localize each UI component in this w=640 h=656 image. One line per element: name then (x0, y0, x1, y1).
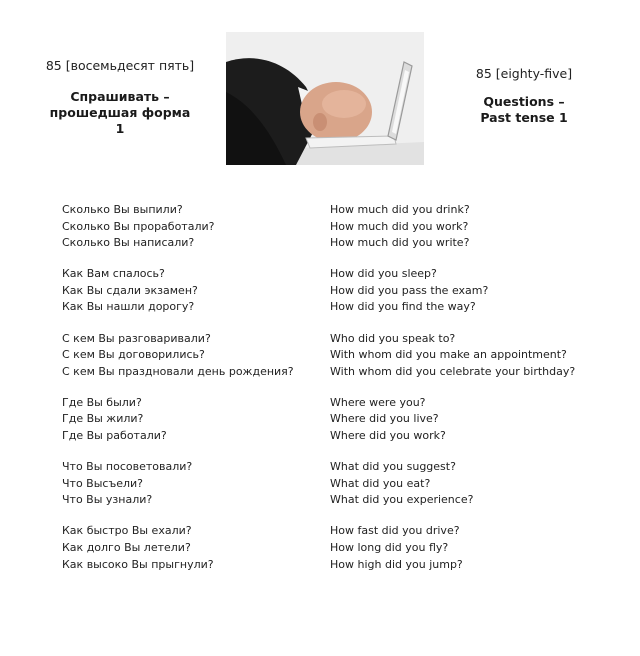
phrase-en: How fast did you drive? (330, 524, 460, 538)
lesson-title-ru (20, 89, 220, 137)
phrase-ru: Сколько Вы написали? (62, 236, 195, 250)
phrase-ru: Сколько Вы проработали? (62, 219, 215, 233)
phrase-en: What did you experience? (330, 493, 474, 507)
phrase-ru: Где Вы были? (62, 395, 142, 409)
phrase-ru: Как Вам спалось? (62, 267, 165, 281)
phrase-en: Where did you work? (330, 429, 446, 443)
english-phrases (330, 202, 630, 588)
phrase-en: How much did you work? (330, 219, 469, 233)
lesson-number-ru: 85 [восемьдесят пять] (45, 58, 195, 73)
phrase-ru: Как Вы сдали экзамен? (62, 283, 198, 297)
russian-phrases (62, 202, 322, 588)
phrase-en: How did you pass the exam? (330, 283, 489, 297)
phrase-group (62, 202, 322, 252)
phrase-ru: С кем Вы договорились? (62, 348, 205, 362)
phrase-group (330, 459, 630, 509)
phrase-ru: Что Вы посоветовали? (62, 460, 193, 474)
phrase-en: Where did you live? (330, 412, 439, 426)
phrase-en: What did you eat? (330, 476, 431, 490)
phrase-group (330, 202, 630, 252)
phrase-ru: Что Вы узнали? (62, 493, 153, 507)
phrase-group (62, 331, 322, 381)
phrase-ru: Как высоко Вы прыгнули? (62, 557, 214, 571)
phrase-ru: Где Вы работали? (62, 429, 167, 443)
phrase-group (62, 395, 322, 445)
english-header (424, 66, 624, 126)
russian-header (20, 58, 220, 137)
phrase-en: What did you suggest? (330, 460, 456, 474)
phrase-ru: Что Высъели? (62, 476, 144, 490)
phrase-ru: Как долго Вы летели? (62, 541, 191, 554)
phrase-en: How much did you write? (330, 236, 470, 250)
lesson-title-en-line1: Questions – (483, 94, 565, 109)
phrase-group (62, 523, 322, 573)
lesson-title-en-line2: Past tense 1 (480, 110, 568, 125)
phrase-en: Who did you speak to? (330, 331, 456, 345)
phrase-en: How high did you jump? (330, 557, 463, 571)
phrase-ru: Сколько Вы выпили? (62, 203, 183, 216)
lesson-title-ru-line3: 1 (115, 121, 125, 136)
phrase-group (330, 395, 630, 445)
lesson-number-en: 85 [eighty-five] (475, 66, 573, 81)
lesson-title-ru-line1: Спрашивать – (70, 89, 170, 104)
phrase-en: How long did you fly? (330, 541, 449, 554)
phrase-ru: Как быстро Вы ехали? (62, 524, 192, 538)
man-head-on-laptop-image (226, 32, 424, 165)
phrase-en: With whom did you make an appointment? (330, 348, 567, 362)
phrase-ru: С кем Вы разговаривали? (62, 331, 211, 345)
phrase-ru: Как Вы нашли дорогу? (62, 300, 195, 314)
lesson-title-en (424, 94, 624, 126)
phrase-en: With whom did you celebrate your birthday? (330, 364, 576, 378)
phrase-ru: С кем Вы праздновали день рождения? (62, 364, 294, 378)
lesson-title-ru-line2: прошедшая форма (49, 105, 191, 120)
phrase-group (62, 459, 322, 509)
phrase-en: How did you find the way? (330, 300, 476, 314)
phrase-ru: Где Вы жили? (62, 412, 144, 426)
phrase-group (330, 266, 630, 316)
phrase-en: How much did you drink? (330, 203, 470, 216)
phrase-group (330, 331, 630, 381)
phrase-group (330, 523, 630, 573)
phrase-en: How did you sleep? (330, 267, 437, 281)
phrase-group (62, 266, 322, 316)
phrase-en: Where were you? (330, 395, 426, 409)
